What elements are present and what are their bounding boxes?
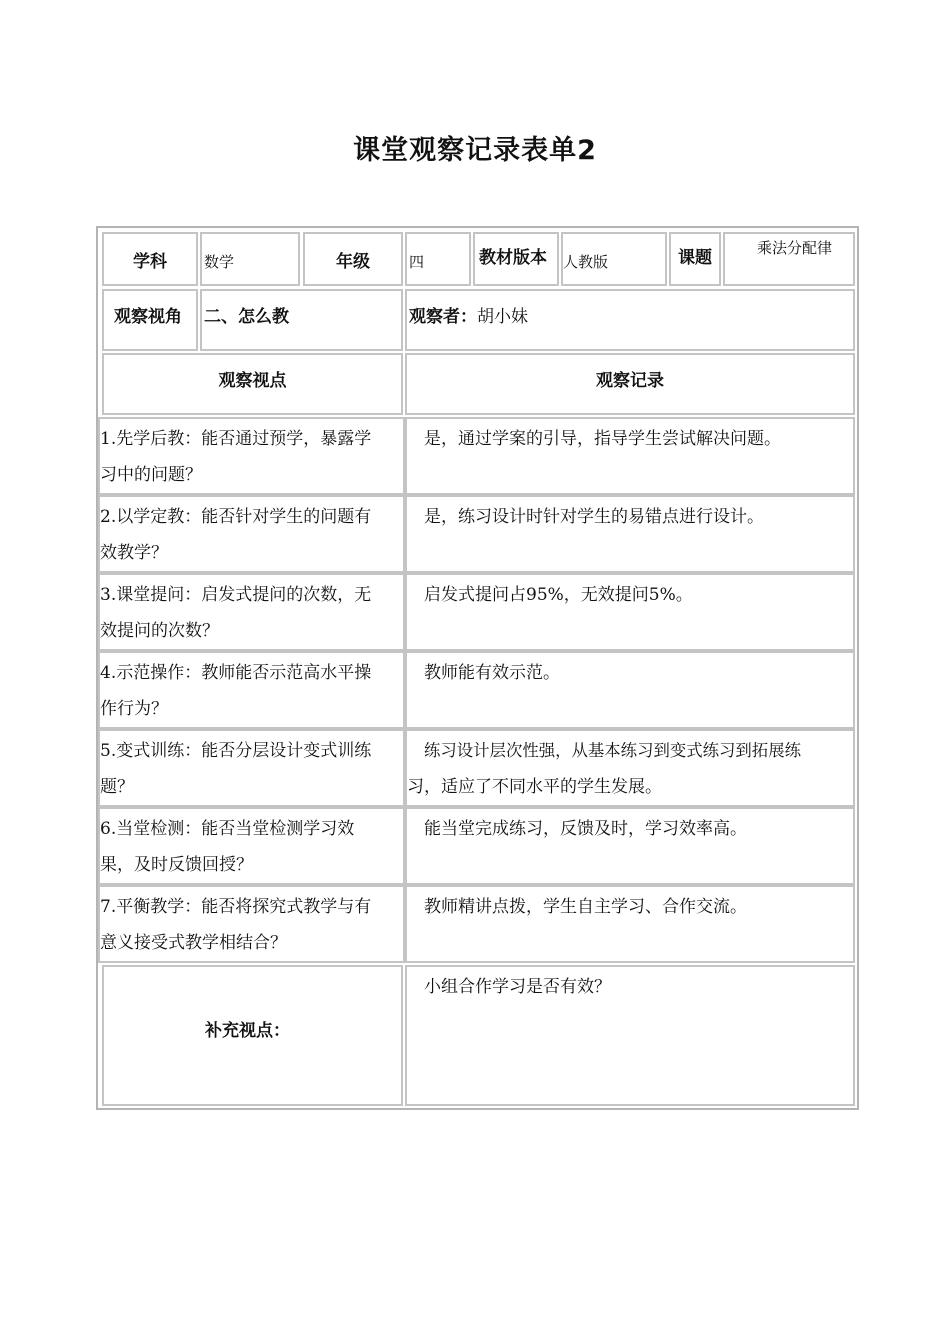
row-5-record-line2: 习，适应了不同水平的学生发展。 (407, 777, 662, 797)
subject-label: 学科 (133, 252, 167, 272)
grade-label-cell (303, 232, 403, 286)
record-header-cell (405, 353, 855, 415)
topic-label: 课题 (678, 248, 712, 268)
row-7-viewpoint-line1: 7.平衡教学：能否将探究式教学与有 (100, 897, 372, 917)
table-row-6-viewpoint (98, 807, 405, 885)
grade-value: 四 (409, 253, 425, 271)
perspective-label: 观察视角 (114, 307, 182, 327)
row-2-viewpoint-line1: 2.以学定教：能否针对学生的问题有 (100, 507, 372, 527)
supplement-value: 小组合作学习是否有效？ (424, 977, 611, 997)
perspective-label-cell (102, 289, 198, 351)
table-row-1-record (405, 417, 855, 495)
table-row-4-viewpoint (98, 651, 405, 729)
perspective-value-cell (200, 289, 403, 351)
supplement-value-cell (405, 965, 855, 1106)
row-6-viewpoint-line1: 6.当堂检测：能否当堂检测学习效 (100, 819, 355, 839)
page-title: 课堂观察记录表单2 (353, 135, 597, 166)
row-4-viewpoint-line2: 作行为？ (100, 699, 168, 719)
table-row-2-viewpoint (98, 495, 405, 573)
topic-value-cell (723, 232, 855, 286)
subject-value-cell (200, 232, 300, 286)
row-6-viewpoint-line2: 果，及时反馈回授？ (100, 855, 253, 875)
row-5-record-line1: 练习设计层次性强，从基本练习到变式练习到拓展练 (424, 741, 801, 760)
table-row-1-viewpoint (98, 417, 405, 495)
table-row-3-record (405, 573, 855, 651)
grade-value-cell (405, 232, 471, 286)
row-1-viewpoint-line1: 1.先学后教：能否通过预学，暴露学 (100, 429, 372, 449)
viewpoint-header-cell (102, 353, 403, 415)
grade-label: 年级 (336, 252, 370, 272)
record-header: 观察记录 (596, 371, 664, 391)
row-4-record-line1: 教师能有效示范。 (424, 663, 560, 683)
observation-table (96, 226, 859, 1110)
topic-value: 乘法分配律 (757, 239, 833, 257)
subject-value: 数学 (204, 253, 235, 271)
textbook-label: 教材版本 (479, 248, 547, 268)
row-5-viewpoint-line1: 5.变式训练：能否分层设计变式训练 (100, 741, 372, 761)
observer-value: 胡小妹 (477, 307, 528, 327)
row-2-viewpoint-line2: 效教学？ (100, 543, 168, 563)
row-4-viewpoint-line1: 4.示范操作：教师能否示范高水平操 (100, 663, 372, 683)
row-2-record-line1: 是，练习设计时针对学生的易错点进行设计。 (424, 507, 764, 527)
row-7-record-line1: 教师精讲点拨，学生自主学习、合作交流。 (424, 897, 747, 917)
table-row-2-record (405, 495, 855, 573)
observer-cell (405, 289, 855, 351)
viewpoint-header: 观察视点 (218, 371, 287, 391)
row-7-viewpoint-line2: 意义接受式教学相结合？ (100, 933, 287, 953)
row-1-viewpoint-line2: 习中的问题？ (100, 465, 202, 485)
row-3-record-line1: 启发式提问占95%，无效提问5%。 (424, 585, 693, 605)
textbook-value: 人教版 (563, 253, 609, 271)
supplement-label: 补充视点： (205, 1021, 290, 1041)
table-row-7-record (405, 885, 855, 963)
perspective-value: 二、怎么教 (204, 307, 289, 327)
table-row-7-viewpoint (98, 885, 405, 963)
row-1-record-line1: 是，通过学案的引导，指导学生尝试解决问题。 (424, 429, 781, 449)
supplement-label-cell (102, 965, 403, 1106)
row-5-viewpoint-line2: 题？ (100, 777, 134, 797)
table-row-4-record (405, 651, 855, 729)
row-6-record-line1: 能当堂完成练习，反馈及时，学习效率高。 (424, 819, 747, 839)
table-row-6-record (405, 807, 855, 885)
subject-label-cell (102, 232, 198, 286)
row-3-viewpoint-line2: 效提问的次数？ (100, 621, 219, 641)
table-row-5-viewpoint (98, 729, 405, 807)
table-row-3-viewpoint (98, 573, 405, 651)
table-row-5-record (405, 729, 855, 807)
textbook-label-cell (473, 232, 559, 286)
topic-label-cell (669, 232, 721, 286)
row-3-viewpoint-line1: 3.课堂提问：启发式提问的次数，无 (100, 585, 372, 605)
textbook-value-cell (561, 232, 667, 286)
observer-line (409, 299, 528, 335)
observer-label: 观察者： (409, 307, 477, 327)
